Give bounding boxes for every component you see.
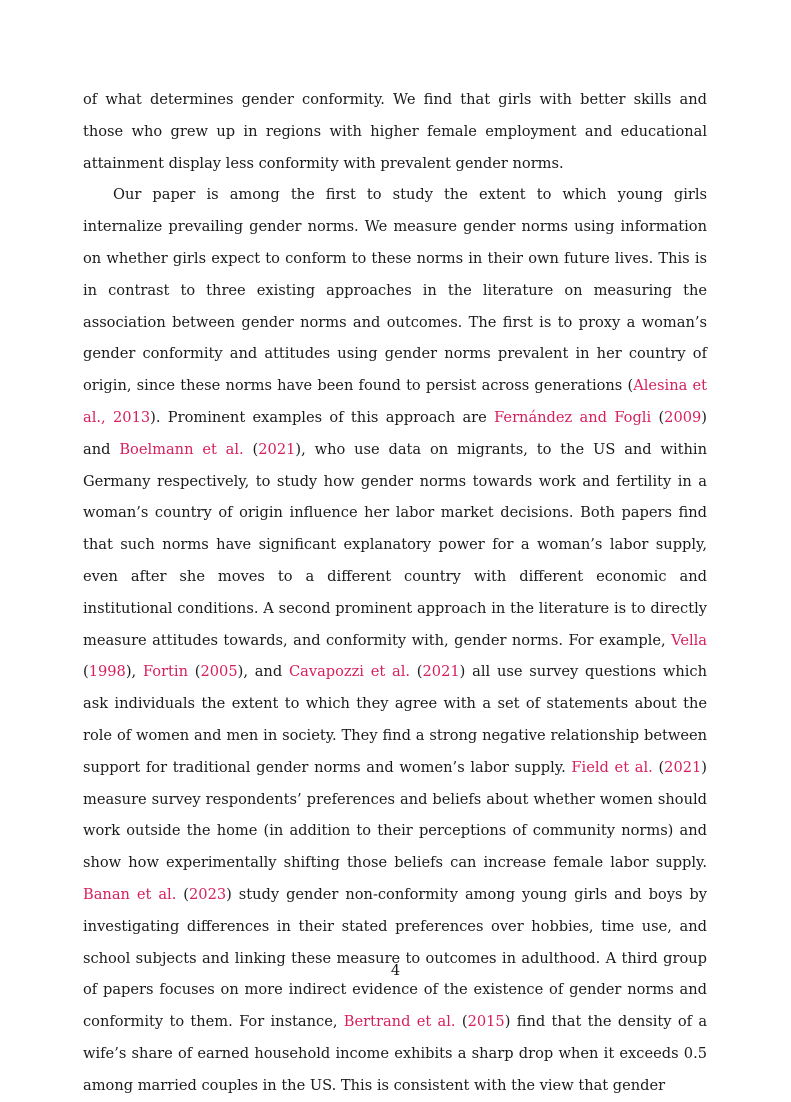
citation-field-year[interactable]: 2021	[664, 758, 702, 776]
citation-cavapozzi-authors[interactable]: Cavapozzi et al.	[288, 663, 411, 681]
page-number: 4	[390, 962, 401, 979]
paragraph-conformity-findings: of what determines gender conformity. We find that girls with better skills and those who grew up in regions with higher female employment and educational attainment display less conformity with prevalent gender norms.	[83, 91, 707, 172]
citation-alesina-2013[interactable]: Alesina et al., 2013	[83, 377, 708, 426]
citation-field-authors[interactable]: Field et al.	[571, 758, 653, 776]
citation-fernandez-fogli-year[interactable]: 2009	[664, 408, 702, 426]
citation-banan-year[interactable]: 2023	[189, 885, 227, 903]
citation-fortin-authors[interactable]: Fortin	[142, 663, 188, 681]
paper-page-body	[83, 84, 707, 1102]
citation-vella-authors[interactable]: Vella	[671, 631, 707, 649]
paragraph-literature-review: Our paper is among the first to study the extent to which young girls internalize prevailing gender norms. We measure gender norms using information on whether girls expect to conform to these norms in their own future lives. This is in contrast to three existing approaches in the literature on measuring the association between gender norms and outcomes. The first is to proxy a woman’s gender conformity and attitudes using gender norms prevalent in her country of origin, since these norms have been found to persist across generations (Alesina et al., 2013). Prominent examples of this approach are Fernández and Fogli (2009) and Boelmann et al. (2021), who use data on migrants, to the US and within Germany respectively, to study how gender norms towards work and fertility in a woman’s country of origin influence her labor market decisions. Both papers find that such norms have significant explanatory power for a woman’s labor supply, even after she moves to a different country with different economic and institutional conditions. A second prominent approach in the literature is to directly measure attitudes towards, and conformity with, gender norms. For example, Vella (1998), Fortin (2005), and Cavapozzi et al. (2021) all use survey questions which ask individuals the extent to which they agree with a set of statements about the role of women and men in society. They find a strong negative relationship between support for traditional gender norms and women’s labor supply. Field et al. (2021) measure survey respondents’ preferences and beliefs about whether women should work outside the home (in addition to their perceptions of community norms) and show how experimentally shifting those beliefs can increase female labor supply. Banan et al. (2023) study gender non-conformity among young girls and boys by investigating differences in their stated preferences over hobbies, time use, and school subjects and linking these measure to outcomes in adulthood. A third group of papers focuses on more indirect evidence of the existence of gender norms and conformity to them. For instance, Bertrand et al. (2015) find that the density of a wife’s share of earned household income exhibits a sharp drop when it exceeds 0.5 among married couples in the US. This is consistent with the view that gender	[83, 186, 708, 1094]
citation-boelmann-authors[interactable]: Boelmann et al.	[119, 440, 244, 458]
citation-cavapozzi-year[interactable]: 2021	[422, 663, 460, 681]
citation-fortin-year[interactable]: 2005	[200, 663, 238, 681]
citation-banan-authors[interactable]: Banan et al.	[83, 885, 177, 903]
citation-vella-year[interactable]: 1998	[88, 663, 126, 681]
citation-bertrand-authors[interactable]: Bertrand et al.	[343, 1013, 456, 1031]
citation-boelmann-year[interactable]: 2021	[258, 440, 296, 458]
citation-fernandez-fogli-authors[interactable]: Fernández and Fogli	[494, 408, 652, 426]
citation-bertrand-year[interactable]: 2015	[467, 1013, 505, 1031]
